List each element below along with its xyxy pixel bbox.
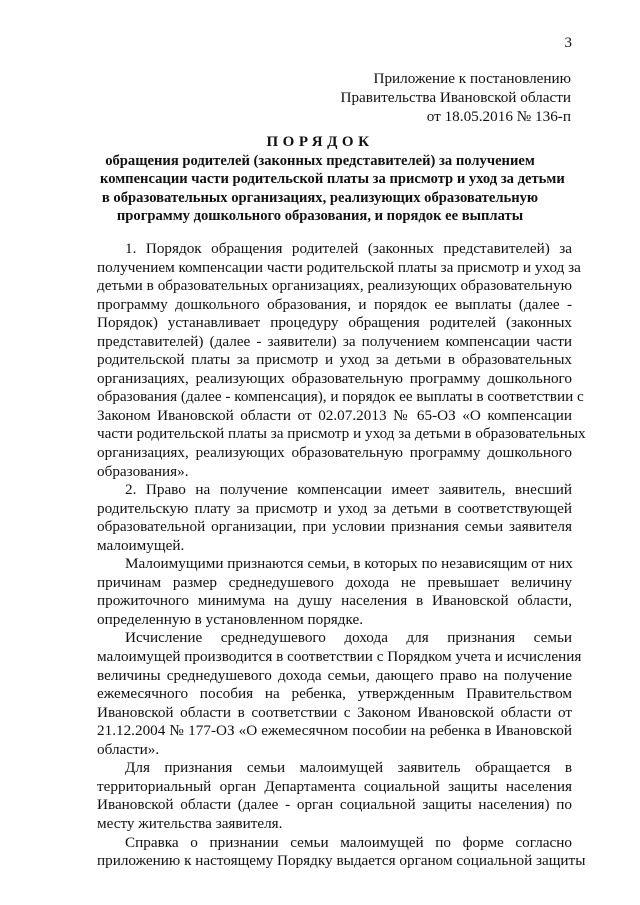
paragraph-line: образования».: [97, 462, 189, 480]
subtitle-line: компенсации части родительской платы за присмотр и уход за детьми: [100, 171, 565, 188]
paragraph-line: 1. Порядок обращения родителей (законных представителей) за: [125, 240, 572, 257]
paragraph-line: приложению к настоящему Порядку выдается органом социальной защиты: [97, 852, 586, 870]
appendix-line: Правительства Ивановской области: [340, 89, 571, 106]
paragraph-line: причинам размер среднедушевого дохода не превышает величину: [97, 573, 572, 591]
appendix-line: от 18.05.2016 № 136-п: [426, 108, 571, 125]
paragraph-line: Справка о признании семьи малоимущей по форме согласно: [125, 833, 572, 851]
paragraph-line: малоимущей производится в соответствии с Порядком учета и исчисления: [97, 648, 582, 666]
body-paragraph: [97, 759, 572, 833]
paragraph-line: определенную в установленном порядке.: [97, 610, 364, 628]
subtitle-line: в образовательных организациях, реализующих образовательную: [101, 189, 539, 206]
paragraph-line: Для признания семьи малоимущей заявитель обращается в: [125, 759, 572, 777]
paragraph-line: области».: [97, 740, 160, 758]
paragraph-line: Малоимущими признаются семьи, в которых по независящим от них: [125, 555, 573, 573]
paragraph-line: части родительской платы за присмотр и уход за детьми в образовательных: [97, 425, 586, 443]
document-body: [97, 240, 586, 871]
paragraph-line: организациях, реализующих образовательную программу дошкольного: [97, 444, 572, 462]
body-paragraph: [97, 629, 582, 759]
paragraph-line: образовательной организации, при условии признания семьи заявителя: [97, 518, 572, 536]
paragraph-line: малоимущей.: [97, 536, 185, 554]
document-subtitle: [100, 152, 565, 226]
paragraph-line: 2. Право на получение компенсации имеет заявитель, внесший: [125, 481, 572, 499]
body-paragraph: [97, 481, 572, 555]
appendix-line: Приложение к постановлению: [373, 70, 571, 87]
subtitle-line: программу дошкольного образования, и порядок ее выплаты: [116, 208, 524, 225]
document-title: ПОРЯДОК: [266, 134, 374, 150]
paragraph-line: 21.12.2004 № 177-ОЗ «О ежемесячном пособии на ребенка в Ивановской: [97, 722, 572, 740]
paragraph-line: Исчисление среднедушевого дохода для признания семьи: [125, 629, 572, 647]
paragraph-line: образования (далее - компенсация), и порядок ее выплаты в соответствии с: [97, 388, 584, 406]
paragraph-line: программу дошкольного образования, и порядок ее выплаты (далее -: [97, 295, 572, 313]
subtitle-line: обращения родителей (законных представителей) за получением: [105, 153, 535, 169]
body-paragraph: [97, 555, 572, 629]
paragraph-line: представителей) (далее - заявители) за получением компенсации части: [97, 332, 572, 350]
paragraph-line: величины среднедушевого дохода семьи, дающего право на получение: [97, 666, 572, 684]
paragraph-line: организациях, реализующих образовательную программу дошкольного: [97, 369, 572, 387]
paragraph-line: территориальный орган Департамента социальной защиты населения: [97, 777, 572, 795]
body-paragraph: [97, 833, 586, 871]
appendix-reference: [341, 69, 572, 126]
paragraph-line: детьми в образовательных организациях, реализующих образовательную: [97, 277, 572, 295]
paragraph-line: родительской платы за присмотр и уход за детьми в образовательных: [97, 351, 572, 369]
paragraph-line: Ивановской области в соответствии с Законом Ивановской области от: [97, 703, 572, 721]
paragraph-line: Ивановской области (далее - орган социальной защиты населения) по: [97, 796, 572, 814]
paragraph-line: получением компенсации части родительской платы за присмотр и уход за: [97, 258, 581, 276]
paragraph-line: месту жительства заявителя.: [97, 814, 283, 832]
paragraph-line: ежемесячного пособия на ребенка, утвержденным Правительством: [97, 685, 572, 703]
paragraph-line: Законом Ивановской области от 02.07.2013 № 65-ОЗ «О компенсации: [97, 406, 572, 424]
body-paragraph: [97, 240, 586, 481]
paragraph-line: родительскую плату за присмотр и уход за детьми в соответствующей: [97, 499, 572, 517]
page-number: 3: [564, 35, 572, 51]
paragraph-line: Порядок) устанавливает процедуру обращения родителей (законных: [97, 314, 572, 332]
paragraph-line: прожиточного минимума на душу населения в Ивановской области,: [97, 592, 572, 610]
